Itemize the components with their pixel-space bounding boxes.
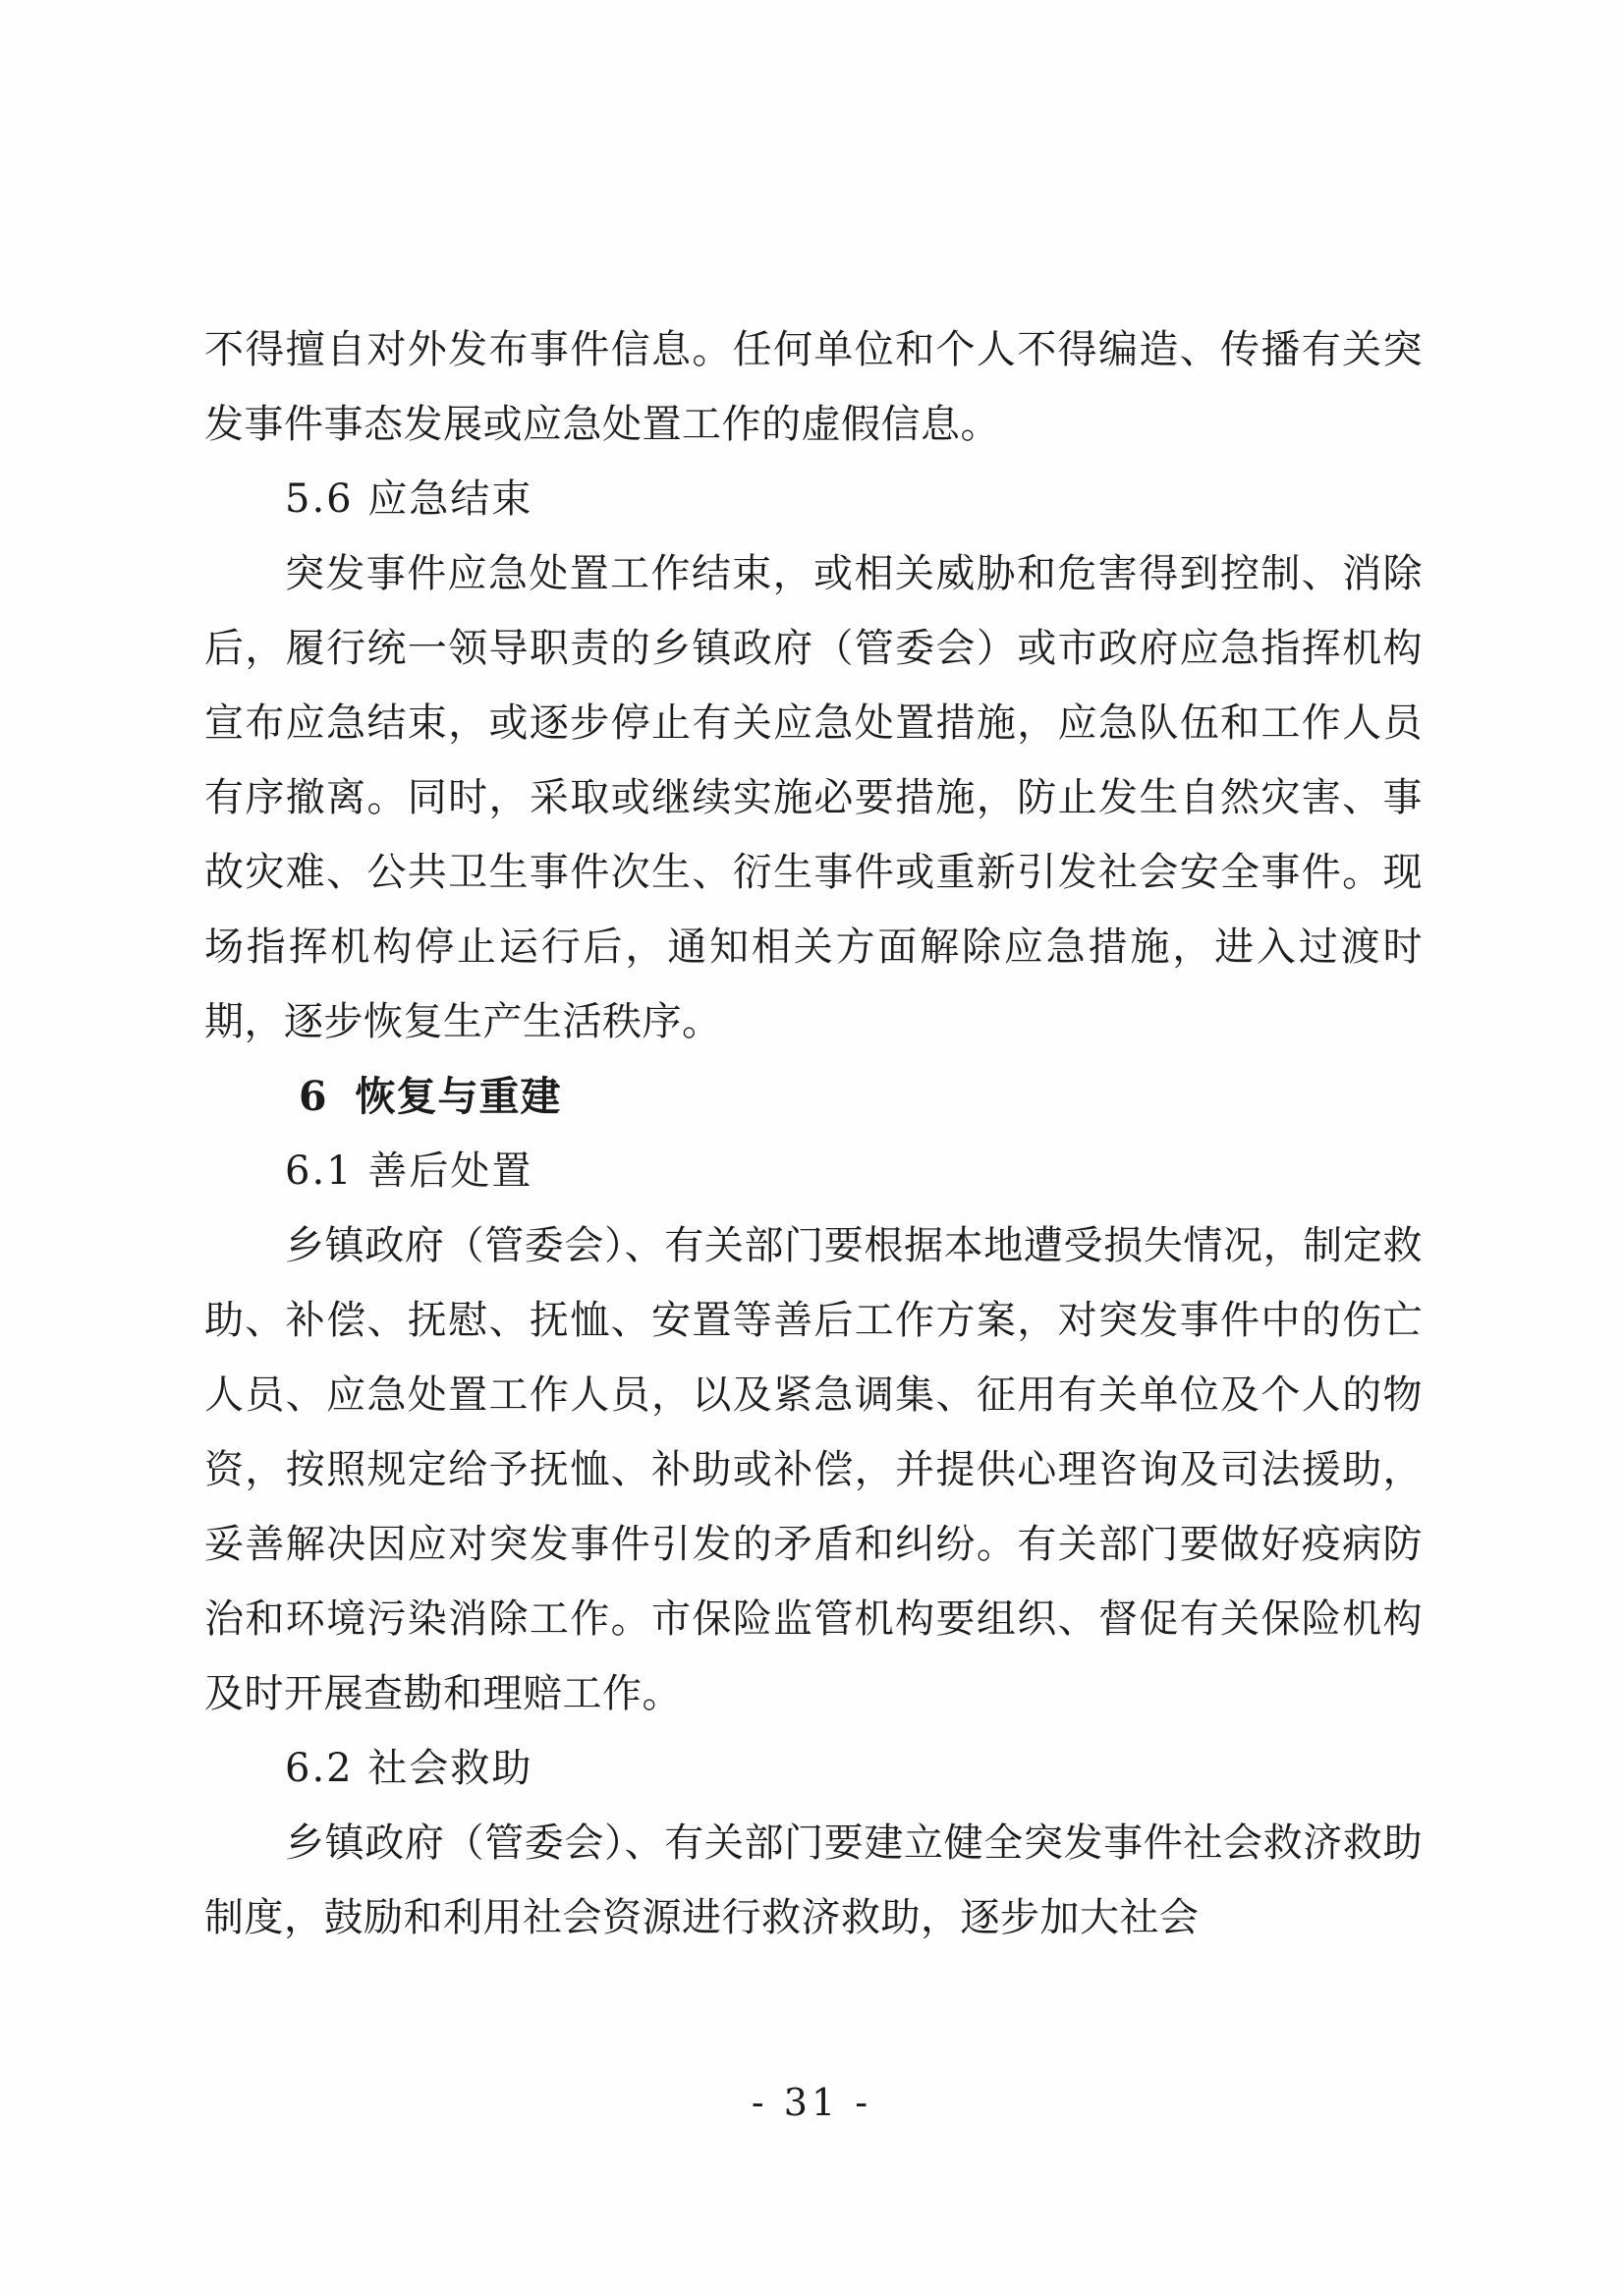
page-content bbox=[204, 312, 1423, 1955]
paragraph-5-6-body: 突发事件应急处置工作结束，或相关威胁和危害得到控制、消除后，履行统一领导职责的乡镇政府（管委会）或市政府应急指挥机构宣布应急结束，或逐步停止有关应急处置措施，应急队伍和工作人员有序撤离。同时，采取或继续实施必要措施，防止发生自然灾害、事故灾难、公共卫生事件次生、衍生事件或重新引发社会安全事件。现场指挥机构停止运行后，通知相关方面解除应急措施，进入过渡时期，逐步恢复生产生活秩序。 bbox=[204, 551, 1423, 1044]
paragraph-info-release: 不得擅自对外发布事件信息。任何单位和个人不得编造、传播有关突发事件事态发展或应急处置工作的虚假信息。 bbox=[204, 327, 1423, 447]
subheading-5-6: 5.6 应急结束 bbox=[285, 476, 533, 522]
paragraph-6-2-body: 乡镇政府（管委会）、有关部门要建立健全突发事件社会救济救助制度，鼓励和利用社会资源进行救济救助，逐步加大社会 bbox=[204, 1820, 1423, 1940]
subheading-6-1: 6.1 善后处置 bbox=[285, 1148, 533, 1194]
heading-6-number: 6 bbox=[299, 1073, 328, 1120]
paragraph-6-1-body: 乡镇政府（管委会）、有关部门要根据本地遭受损失情况，制定救助、补偿、抚慰、抚恤、安置等善后工作方案，对突发事件中的伤亡人员、应急处置工作人员，以及紧急调集、征用有关单位及个人的物资，按照规定给予抚恤、补助或补偿，并提供心理咨询及司法援助，妥善解决因应对突发事件引发的矛盾和纠纷。有关部门要做好疫病防治和环境污染消除工作。市保险监管机构要组织、督促有关保险机构及时开展查勘和理赔工作。 bbox=[204, 1223, 1423, 1716]
subheading-6-2: 6.2 社会救助 bbox=[285, 1746, 533, 1791]
page-number: - 31 - bbox=[751, 2081, 872, 2124]
heading-6 bbox=[204, 1059, 1423, 1134]
heading-6-label: 恢复与重建 bbox=[355, 1073, 562, 1120]
